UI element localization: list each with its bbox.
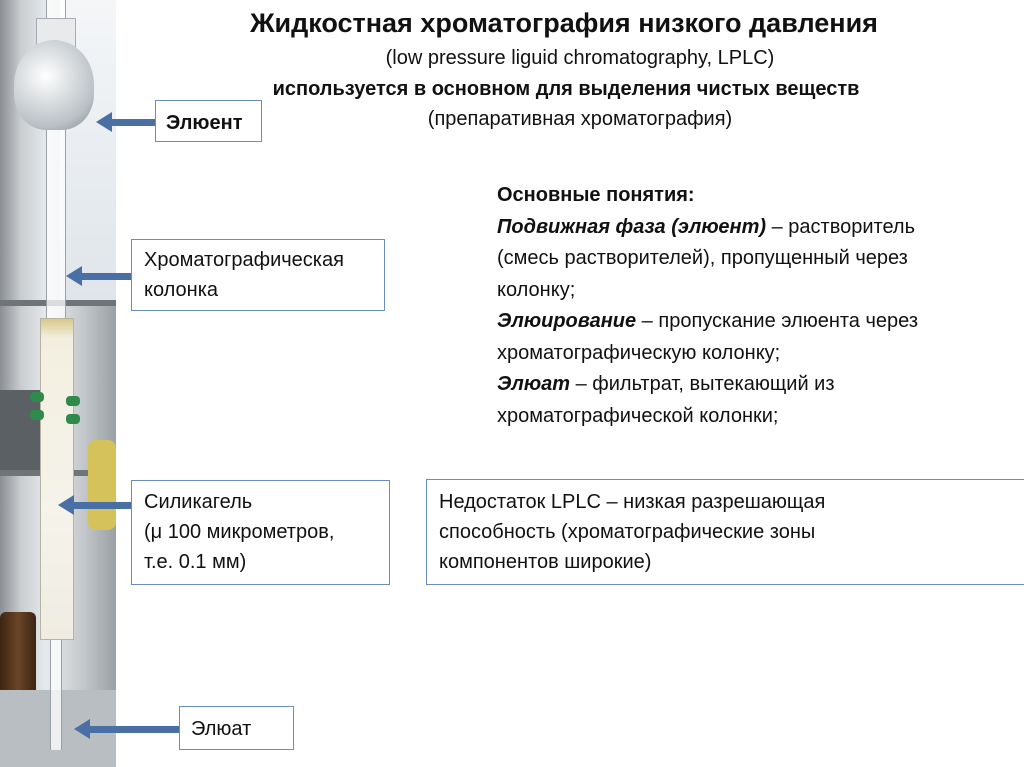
drawback-line1: Недостаток LPLC – низкая разрешающая [439, 491, 826, 513]
arrow-left-icon [72, 502, 132, 509]
page-purpose: используется в основном для выделения чистых веществ [272, 78, 860, 100]
page-purpose-note: (препаративная хроматография) [427, 108, 733, 130]
concept-text: (смесь растворителей), пропущенный через [497, 247, 908, 269]
photo-silica-bed [40, 318, 74, 640]
drawback-line2: способность (хроматографические зоны [439, 521, 816, 543]
concepts-section [497, 180, 997, 432]
photo-clamp [66, 396, 80, 406]
concept-text: растворитель [788, 215, 916, 238]
eluent-label: Элюент [166, 112, 243, 134]
page-title: Жидкостная хроматография низкого давления [250, 8, 878, 38]
concept-item [497, 212, 997, 244]
page-subtitle-english: (low pressure liguid chromatography, LPLC) [385, 47, 775, 69]
concept-text: хроматографической колонки; [497, 404, 779, 427]
concept-text: пропускание элюента через [658, 310, 919, 332]
silica-label-line1: Силикагель [144, 491, 253, 513]
photo-bottle [0, 612, 36, 692]
concept-term: Элюат [497, 373, 571, 395]
silica-label-line3: т.е. 0.1 мм) [144, 551, 247, 573]
photo-yellow-flask [88, 440, 116, 530]
silica-label-line2: (μ 100 микрометров, [144, 521, 335, 543]
arrow-left-icon [88, 726, 180, 733]
concept-item [497, 369, 997, 401]
eluent-label-box [155, 100, 262, 142]
drawback-line3: компонентов широкие) [439, 551, 652, 573]
photo-clamp [30, 410, 44, 420]
drawback-box [426, 479, 1024, 585]
photo-clamp [30, 392, 44, 402]
arrow-left-icon [110, 119, 158, 126]
photo-outlet [50, 640, 62, 750]
concept-term: Элюирование [497, 310, 637, 332]
column-label-box [131, 239, 385, 311]
silica-label-box [131, 480, 390, 585]
photo-reservoir-flask [14, 40, 94, 130]
concept-term: Подвижная фаза (элюент) [497, 215, 767, 238]
concept-text: колонку; [497, 278, 576, 301]
concept-item [497, 306, 997, 338]
concept-dash: – [570, 373, 593, 395]
eluate-label-box [179, 706, 294, 750]
photo-clamp [66, 414, 80, 424]
arrow-left-icon [80, 273, 132, 280]
concepts-heading: Основные понятия: [497, 184, 695, 206]
concept-dash: – [636, 310, 659, 332]
column-label-line2: колонка [144, 279, 219, 301]
concept-text: хроматографическую колонку; [497, 341, 781, 364]
concept-text: фильтрат, вытекающий из [592, 373, 835, 395]
eluate-label: Элюат [191, 718, 252, 740]
column-label-line1: Хроматографическая [144, 249, 344, 271]
concept-dash: – [766, 215, 789, 238]
